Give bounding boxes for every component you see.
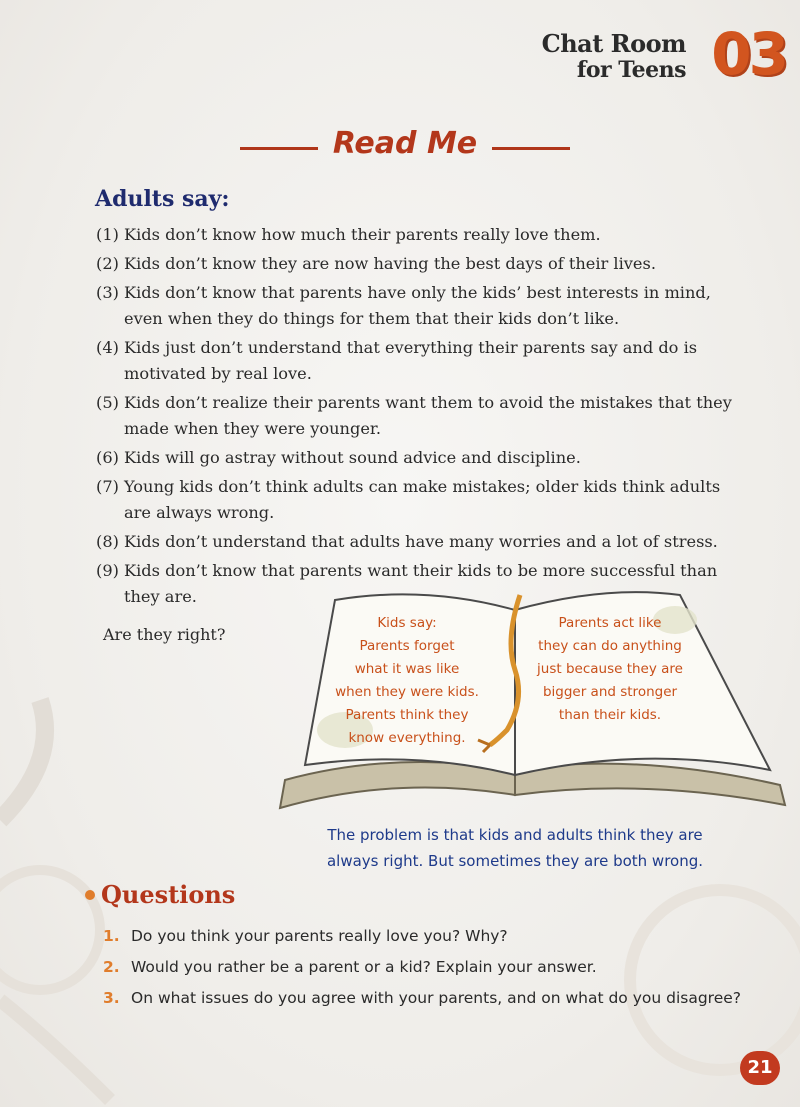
questions-heading-text: Questions xyxy=(101,880,236,909)
parents-act-line: than their kids. xyxy=(558,707,662,723)
statement-item xyxy=(96,280,746,332)
parents-act-line: Parents act like xyxy=(558,615,662,631)
statement-item xyxy=(96,529,746,555)
section-title-text: Read Me xyxy=(332,126,478,161)
questions-heading xyxy=(85,880,235,909)
statement-number: (2) xyxy=(96,254,119,273)
question-text: Would you rather be a parent or a kid? Explain your answer. xyxy=(131,958,597,976)
question-item xyxy=(103,986,743,1010)
caption-line-1: The problem is that kids and adults think they are xyxy=(327,826,703,844)
statement-number: (5) xyxy=(96,393,119,412)
statement-text: Kids don’t know they are now having the best days of their lives. xyxy=(124,254,656,273)
statement-item xyxy=(96,445,746,471)
parents-act-note xyxy=(520,612,700,727)
statement-item xyxy=(96,222,746,248)
header-line-1: Chat Room xyxy=(541,29,686,58)
statement-item xyxy=(96,251,746,277)
statement-text: Young kids don’t think adults can make mistakes; older kids think adults are always wrong. xyxy=(124,477,721,522)
question-number: 3. xyxy=(103,989,120,1007)
kids-say-line: know everything. xyxy=(348,730,466,746)
statement-text: Kids just don’t understand that everything their parents say and do is motivated by real love. xyxy=(124,338,698,383)
statement-text: Kids will go astray without sound advice and discipline. xyxy=(124,448,581,467)
question-item xyxy=(103,955,743,979)
statement-text: Kids don’t understand that adults have many worries and a lot of stress. xyxy=(124,532,718,551)
statement-text: Kids don’t realize their parents want them to avoid the mistakes that they made when they were younger. xyxy=(124,393,732,438)
parents-act-line: just because they are xyxy=(537,661,683,677)
statement-text: Kids don’t know that parents want their kids to be more successful than they are. xyxy=(124,561,718,606)
section-title xyxy=(240,124,570,168)
statement-text: Kids don’t know how much their parents really love them. xyxy=(124,225,601,244)
statement-number: (1) xyxy=(96,225,119,244)
kids-say-line: what it was like xyxy=(354,661,460,677)
parents-act-line: bigger and stronger xyxy=(542,684,678,700)
kids-say-note xyxy=(312,612,502,750)
statement-item xyxy=(96,335,746,387)
statement-number: (4) xyxy=(96,338,119,357)
page-number-badge: 21 xyxy=(740,1051,780,1085)
lesson-number: 03 xyxy=(711,20,786,88)
statement-text: Kids don’t know that parents have only the kids’ best interests in mind, even when they do things for them that their kids don’t like. xyxy=(124,283,711,328)
adults-say-heading: Adults say: xyxy=(95,186,230,212)
caption-line-2: always right. But sometimes they are both wrong. xyxy=(326,852,704,870)
statement-item xyxy=(96,474,746,526)
adults-statements-list xyxy=(96,222,746,613)
question-text: Do you think your parents really love you? Why? xyxy=(131,927,508,945)
questions-list xyxy=(103,924,743,1017)
statement-item xyxy=(96,390,746,442)
kids-say-line: Kids say: xyxy=(377,615,437,631)
bullet-dot-icon xyxy=(85,890,95,900)
chat-room-logo xyxy=(542,30,686,82)
kids-say-line: Parents think they xyxy=(345,707,469,723)
question-number: 2. xyxy=(103,958,120,976)
question-number: 1. xyxy=(103,927,120,945)
statement-number: (9) xyxy=(96,561,119,580)
statement-number: (7) xyxy=(96,477,119,496)
title-rule-right xyxy=(492,147,570,150)
statement-number: (6) xyxy=(96,448,119,467)
parents-act-line: they can do anything xyxy=(538,638,682,654)
are-they-right-prompt: Are they right? xyxy=(103,625,226,644)
question-item xyxy=(103,924,743,948)
statement-number: (3) xyxy=(96,283,119,302)
kids-say-line: when they were kids. xyxy=(335,684,479,700)
book-caption xyxy=(300,822,730,874)
kids-say-line: Parents forget xyxy=(359,638,455,654)
question-text: On what issues do you agree with your parents, and on what do you disagree? xyxy=(131,989,741,1007)
header-line-2: for Teens xyxy=(576,57,686,83)
statement-number: (8) xyxy=(96,532,119,551)
